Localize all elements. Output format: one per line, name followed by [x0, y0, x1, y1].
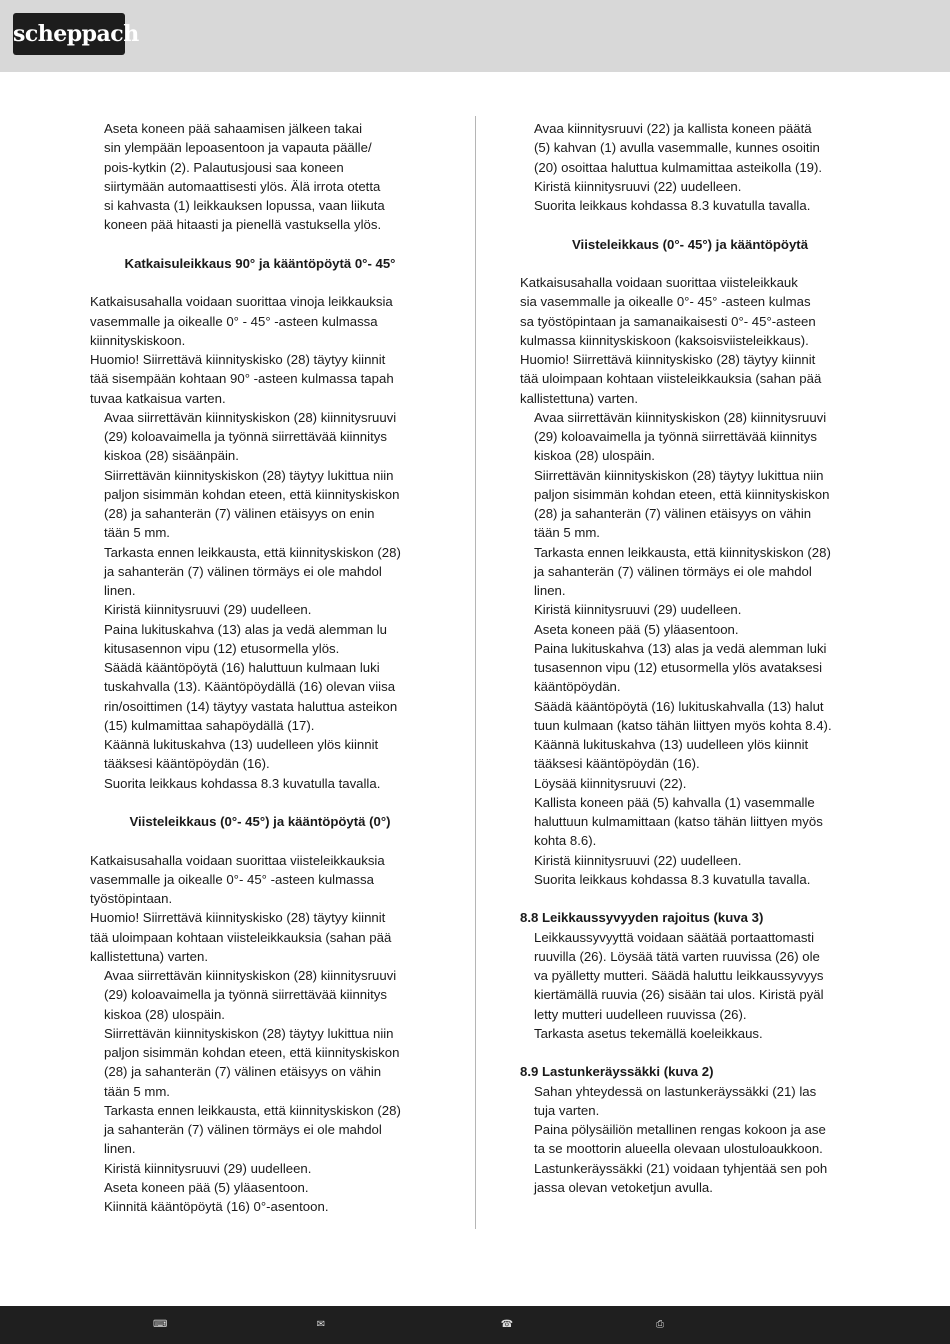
- text-line: kiskoa (28) sisäänpäin.: [104, 448, 239, 464]
- text-line: Kiristä kiinnitysruuvi (29) uudelleen.: [104, 1160, 312, 1176]
- text-line: Kallista koneen pää (5) kahvalla (1) vasemmalle: [534, 794, 815, 810]
- text-line: Avaa siirrettävän kiinnityskiskon (28) kiinnitysruuvi: [104, 409, 397, 425]
- text-line: Säädä kääntöpöytä (16) haluttuun kulmaan luki: [104, 660, 380, 675]
- text-line: Säädä kääntöpöytä (16) lukituskahvalla (13) halut: [534, 698, 824, 714]
- text-line: (29) koloavaimella ja työnnä siirrettävää kiinnitys: [104, 987, 387, 1003]
- text-line: Siirrettävän kiinnityskiskon (28) täytyy lukittua niin: [104, 1025, 394, 1041]
- column-divider: [475, 116, 476, 1229]
- text-line: kulmassa kiinnityskiskoon (kaksoisviisteleikkaus).: [520, 332, 809, 348]
- text-line: tääksesi kääntöpöydän (16).: [534, 756, 700, 772]
- page-header: [0, 0, 950, 72]
- text-line: Avaa kiinnitysruuvi (22) ja kallista koneen päätä: [534, 121, 812, 136]
- section-heading: Viisteleikkaus (0°- 45°) ja kääntöpöytä: [571, 236, 809, 252]
- text-line: Siirrettävän kiinnityskiskon (28) täytyy lukittua niin: [534, 467, 824, 483]
- text-line: kallistettuna) varten.: [520, 390, 639, 406]
- paragraph-spacer: [90, 235, 430, 254]
- text-line: Tarkasta ennen leikkausta, että kiinnityskiskon (28): [104, 1102, 401, 1118]
- text-line: Aseta koneen pää sahaamisen jälkeen takai: [104, 121, 363, 136]
- text-line: (29) koloavaimella ja työnnä siirrettävää kiinnitys: [104, 429, 387, 444]
- text-line: Lastunkeräyssäkki (21) voidaan tyhjentää sen poh: [534, 1160, 828, 1176]
- text-line: Paina lukituskahva (13) alas ja vedä alemman lu: [104, 621, 387, 637]
- text-line: Huomio! Siirrettävä kiinnityskisko (28) täytyy kiinnit: [90, 910, 386, 926]
- text-line: Suorita leikkaus kohdassa 8.3 kuvatulla tavalla.: [104, 775, 381, 791]
- text-line: paljon sisimmän kohdan eteen, että kiinnityskiskon: [534, 486, 830, 502]
- text-line: Huomio! Siirrettävä kiinnityskisko (28) täytyy kiinnit: [520, 352, 816, 367]
- text-line: koneen pää hitaasti ja pienellä vastuksella ylös.: [104, 217, 382, 233]
- brand-logo: scheppach: [13, 13, 125, 55]
- text-line: Aseta koneen pää (5) yläasentoon.: [534, 621, 739, 637]
- left-text-column: [90, 119, 430, 1216]
- text-line: kiskoa (28) ulospäin.: [534, 448, 655, 464]
- paragraph-spacer: [90, 793, 430, 812]
- text-line: sin ylempään lepoasentoon ja vapauta päälle/: [104, 140, 372, 156]
- paragraph-spacer: [520, 1043, 860, 1062]
- text-line: kiinnityskiskoon.: [90, 332, 186, 348]
- text-line: pois-kytkin (2). Palautusjousi saa koneen: [104, 159, 344, 175]
- text-line: Löysää kiinnitysruuvi (22).: [534, 775, 687, 791]
- text-line: siirtymään automaattisesti ylös. Älä irrota otetta: [104, 178, 381, 194]
- mail-icon: ✉: [316, 1319, 326, 1330]
- text-line: tuvaa katkaisua varten.: [90, 390, 226, 406]
- text-line: Kiristä kiinnitysruuvi (22) uudelleen.: [534, 178, 742, 194]
- text-line: haluttuun kulmamittaan (katso tähän liittyen myös: [534, 814, 823, 829]
- text-line: Avaa siirrettävän kiinnityskiskon (28) kiinnitysruuvi: [104, 968, 397, 983]
- text-line: linen.: [534, 583, 566, 598]
- text-line: Sahan yhteydessä on lastunkeräyssäkki (21) las: [534, 1083, 817, 1099]
- text-line: si kahvasta (1) leikkauksen lopussa, vaan liikuta: [104, 198, 385, 213]
- paragraph-spacer: [520, 254, 860, 273]
- text-line: rin/osoittimen (14) täytyy vastata haluttua asteikon: [104, 698, 398, 714]
- text-line: Huomio! Siirrettävä kiinnityskisko (28) täytyy kiinnit: [90, 352, 386, 367]
- text-line: sia vasemmalle ja oikealle 0°- 45° -asteen kulmas: [520, 294, 811, 310]
- phone-icon: ☎: [500, 1319, 514, 1330]
- text-line: työstöpintaan.: [90, 891, 173, 906]
- text-line: tää sisempään kohtaan 90° -asteen kulmassa tapah: [90, 371, 394, 387]
- text-line: Katkaisusahalla voidaan suorittaa viisteleikkauk: [520, 275, 798, 290]
- text-line: Paina lukituskahva (13) alas ja vedä alemman luki: [534, 640, 827, 656]
- text-line: paljon sisimmän kohdan eteen, että kiinnityskiskon: [104, 1045, 400, 1060]
- text-line: tää uloimpaan kohtaan viisteleikkauksia (sahan pää: [90, 929, 392, 945]
- text-line: kiskoa (28) ulospäin.: [104, 1006, 225, 1022]
- paragraph-spacer: [90, 273, 430, 292]
- text-line: (15) kulmamittaa sahapöydällä (17).: [104, 717, 315, 733]
- text-line: Katkaisusahalla voidaan suorittaa vinoja leikkauksia: [90, 294, 393, 310]
- page-footer: [0, 1306, 950, 1344]
- text-line: tään 5 mm.: [534, 525, 600, 541]
- section-heading: 8.8 Leikkaussyvyyden rajoitus (kuva 3): [520, 910, 764, 926]
- text-line: Suorita leikkaus kohdassa 8.3 kuvatulla tavalla.: [534, 871, 811, 887]
- text-line: va pyälletty mutteri. Säädä haluttu leikkaussyvyys: [534, 968, 824, 983]
- text-line: Aseta koneen pää (5) yläasentoon.: [104, 1179, 309, 1195]
- section-heading: Viisteleikkaus (0°- 45°) ja kääntöpöytä (0°): [129, 814, 391, 829]
- text-line: tään 5 mm.: [104, 1083, 170, 1099]
- text-line: kiertämällä ruuvia (26) sisään tai ulos. Kiristä pyäl: [534, 987, 824, 1003]
- text-line: Kiinnitä kääntöpöytä (16) 0°-asentoon.: [104, 1199, 329, 1214]
- text-line: Tarkasta ennen leikkausta, että kiinnityskiskon (28): [534, 544, 831, 560]
- text-line: letty mutteri uudelleen ruuvissa (26).: [534, 1006, 747, 1022]
- text-line: (28) ja sahanterän (7) välinen etäisyys on vähin: [534, 506, 812, 521]
- text-line: linen.: [104, 583, 136, 598]
- text-line: tää uloimpaan kohtaan viisteleikkauksia (sahan pää: [520, 371, 822, 387]
- section-heading: Katkaisuleikkaus 90° ja kääntöpöytä 0°- 45°: [124, 255, 396, 271]
- text-line: ruuvilla (26). Löysää tätä varten ruuvissa (26) ole: [534, 948, 820, 964]
- text-line: Avaa siirrettävän kiinnityskiskon (28) kiinnitysruuvi: [534, 409, 827, 425]
- paragraph-spacer: [520, 215, 860, 234]
- text-line: kääntöpöydän.: [534, 679, 621, 695]
- text-line: tuskahvalla (13). Kääntöpöydällä (16) olevan viisa: [104, 679, 396, 695]
- text-line: tuun kulmaan (katso tähän liittyen myös kohta 8.4).: [534, 717, 832, 733]
- text-line: kallistettuna) varten.: [90, 948, 209, 964]
- right-text-column: [520, 119, 860, 1197]
- paragraph-spacer: [520, 889, 860, 908]
- text-line: kitusasennon vipu (12) etusormella ylös.: [104, 640, 340, 656]
- text-line: (5) kahvan (1) avulla vasemmalle, kunnes osoitin: [534, 140, 820, 156]
- text-line: (28) ja sahanterän (7) välinen etäisyys on vähin: [104, 1064, 382, 1080]
- text-line: (28) ja sahanterän (7) välinen etäisyys on enin: [104, 506, 375, 521]
- text-line: Kiristä kiinnitysruuvi (29) uudelleen.: [104, 602, 312, 618]
- text-line: tääksesi kääntöpöydän (16).: [104, 756, 270, 772]
- text-line: Käännä lukituskahva (13) uudelleen ylös kiinnit: [534, 737, 809, 752]
- paragraph-spacer: [90, 831, 430, 850]
- text-line: Paina pölysäiliön metallinen rengas kokoon ja ase: [534, 1122, 826, 1137]
- text-line: jassa olevan vetoketjun avulla.: [534, 1179, 713, 1195]
- text-line: sa työstöpintaan ja samanaikaisesti 0°- 45°-asteen: [520, 313, 816, 329]
- text-line: linen.: [104, 1141, 136, 1157]
- text-line: ja sahanterän (7) välinen törmäys ei ole mahdol: [104, 1122, 382, 1137]
- text-line: vasemmalle ja oikealle 0° - 45° -asteen kulmassa: [90, 313, 378, 329]
- text-line: (20) osoittaa haluttua kulmamittaa asteikolla (19).: [534, 159, 823, 175]
- text-line: tuja varten.: [534, 1102, 600, 1118]
- text-line: tusasennon vipu (12) etusormella ylös avataksesi: [534, 660, 823, 675]
- fax-icon: ⎙: [656, 1319, 664, 1330]
- text-line: (29) koloavaimella ja työnnä siirrettävää kiinnitys: [534, 429, 817, 444]
- text-line: ja sahanterän (7) välinen törmäys ei ole mahdol: [534, 563, 812, 579]
- computer-icon: ⌨: [153, 1319, 168, 1330]
- text-line: Tarkasta ennen leikkausta, että kiinnityskiskon (28): [104, 544, 401, 560]
- text-line: Kiristä kiinnitysruuvi (29) uudelleen.: [534, 602, 742, 618]
- text-line: paljon sisimmän kohdan eteen, että kiinnityskiskon: [104, 486, 400, 502]
- text-line: ja sahanterän (7) välinen törmäys ei ole mahdol: [104, 563, 382, 579]
- text-line: ta se moottorin alueella olevaan ulostuloaukkoon.: [534, 1141, 823, 1157]
- text-line: Suorita leikkaus kohdassa 8.3 kuvatulla tavalla.: [534, 198, 811, 213]
- text-line: vasemmalle ja oikealle 0°- 45° -asteen kulmassa: [90, 871, 374, 887]
- text-line: Leikkaussyvyyttä voidaan säätää portaattomasti: [534, 929, 815, 945]
- text-line: Tarkasta asetus tekemällä koeleikkaus.: [534, 1025, 763, 1041]
- text-line: Käännä lukituskahva (13) uudelleen ylös kiinnit: [104, 737, 379, 752]
- text-line: Katkaisusahalla voidaan suorittaa viisteleikkauksia: [90, 852, 385, 868]
- text-line: Siirrettävän kiinnityskiskon (28) täytyy lukittua niin: [104, 467, 394, 483]
- text-line: Kiristä kiinnitysruuvi (22) uudelleen.: [534, 852, 742, 868]
- text-line: tään 5 mm.: [104, 525, 170, 541]
- text-line: kohta 8.6).: [534, 833, 597, 849]
- section-heading: 8.9 Lastunkeräyssäkki (kuva 2): [520, 1064, 714, 1080]
